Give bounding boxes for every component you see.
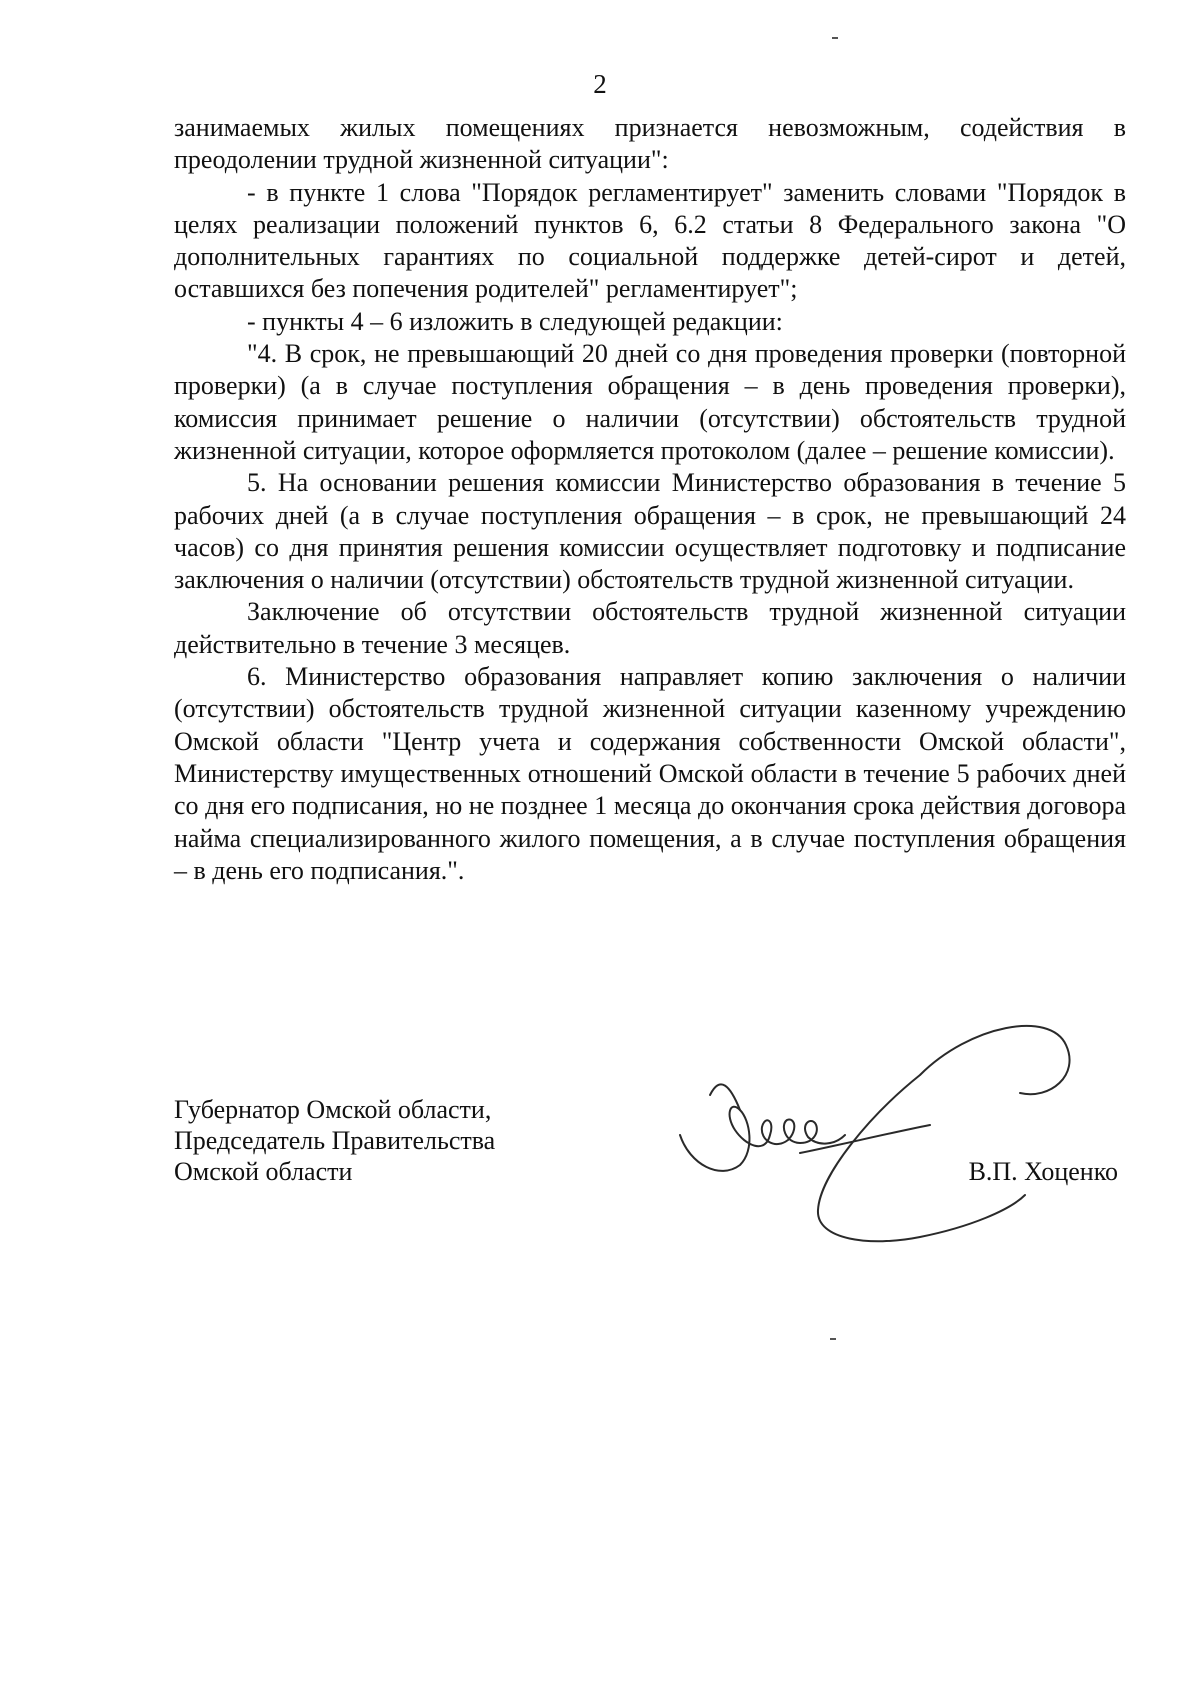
paragraph-amend-point-1: - в пункте 1 слова "Порядок регламентирует" заменить словами "Порядок в целях реализации положений пунктов 6, 6.2 статьи 8 Федерального закона "О дополнительных гарантиях по социальной поддержке детей-сирот и детей, оставшихся без попечения родителей" регламентирует"; xyxy=(174,177,1126,304)
paragraph-point-5: 5. На основании решения комиссии Министерство образования в течение 5 рабочих дней (а в случае поступления обращения – в срок, не превышающий 24 часов) со дня принятия решения комиссии осуществляет подготовку и подписание заключения о наличии (отсутствии) обстоятельств трудной жизненной ситуации. xyxy=(174,468,1126,595)
signer-title-line: Председатель Правительства xyxy=(174,1126,496,1155)
scan-speck-top xyxy=(832,37,838,39)
paragraph-amend-points-4-6: - пункты 4 – 6 изложить в следующей редакции: xyxy=(247,306,783,336)
paragraph-point-4: "4. В срок, не превышающий 20 дней со дня проведения проверки (повторной проверки) (а в случае поступления обращения – в день проведения проверки), комиссия принимает решение о наличии (отсутствии) обстоятельств трудной жизненной ситуации, которое оформляется протоколом (далее – решение комиссии). xyxy=(174,339,1126,465)
paragraph-continuation: занимаемых жилых помещениях признается невозможным, содействия в преодолении трудной жизненной ситуации": xyxy=(174,113,1126,175)
signer-title xyxy=(174,1094,495,1187)
signer-title-line: Омской области xyxy=(174,1157,353,1186)
handwritten-signature xyxy=(670,1005,1090,1245)
page-number: 2 xyxy=(593,69,607,99)
paragraph-point-6: 6. Министерство образования направляет копию заключения о наличии (отсутствии) обстоятельств трудной жизненной ситуации казенному учреждению Омской области "Центр учета и содержания собственности Омской области", Министерству имущественных отношений Омской области в течение 5 рабочих дней со дня его подписания, но не позднее 1 месяца до окончания срока действия договора найма специализированного жилого помещения, а в случае поступления обращения – в день его подписания.". xyxy=(174,662,1126,885)
document-body xyxy=(174,112,1126,887)
signer-title-line: Губернатор Омской области, xyxy=(174,1095,492,1124)
signer-name: В.П. Хоценко xyxy=(968,1157,1118,1186)
paragraph-conclusion-validity: Заключение об отсутствии обстоятельств трудной жизненной ситуации действительно в течение 3 месяцев. xyxy=(174,597,1126,659)
scan-speck-bottom xyxy=(830,1338,836,1340)
